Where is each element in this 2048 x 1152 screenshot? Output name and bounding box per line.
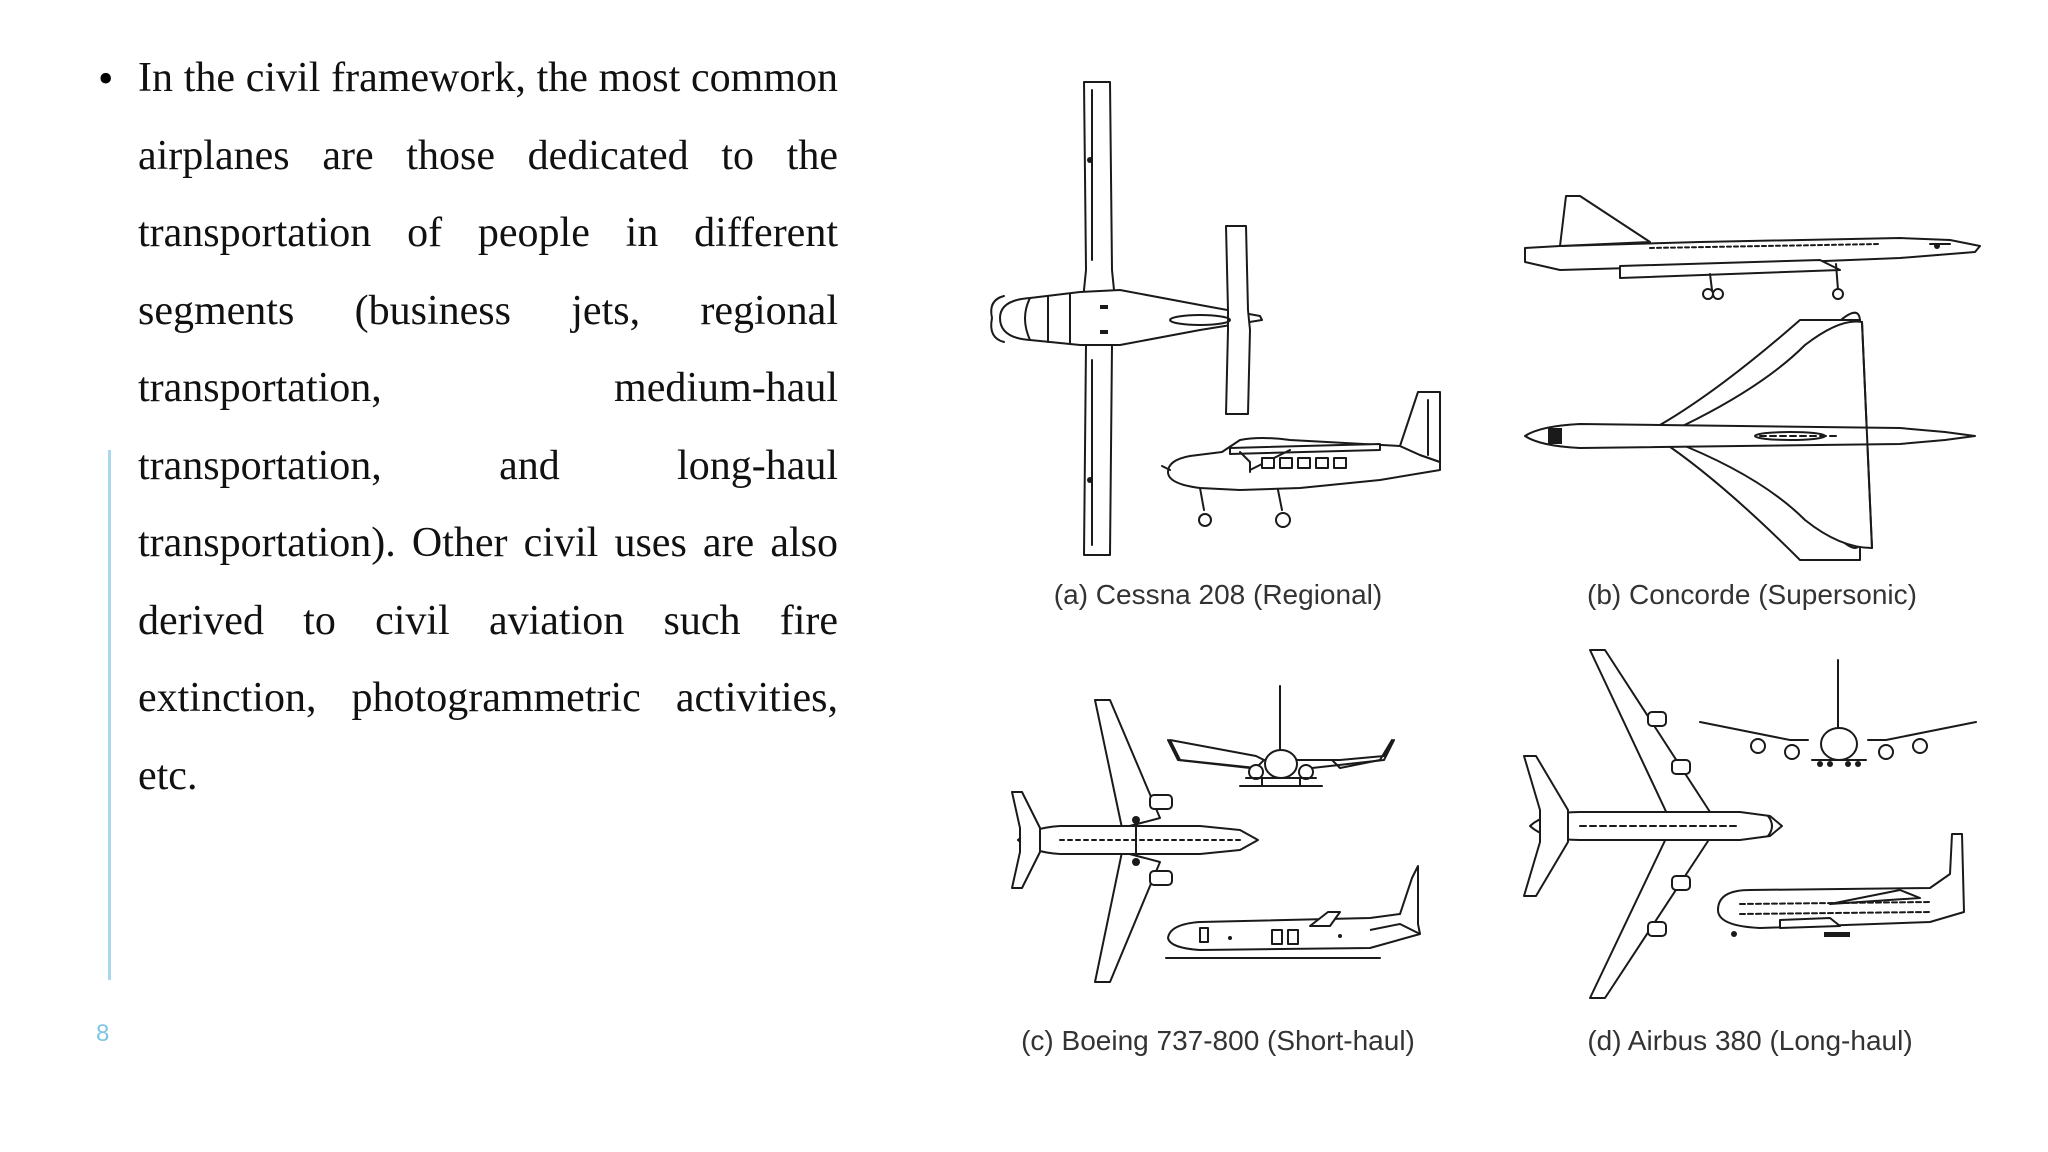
caption-cessna: (a) Cessna 208 (Regional) [1053,579,1383,610]
cessna-side-view [1162,392,1440,527]
caption-concorde: (b) Concorde (Supersonic) [1587,579,1917,610]
boeing-side-view [1166,866,1420,958]
bullet-marker: • [98,54,114,103]
airbus-top-view [1524,650,1782,998]
caption-boeing: (c) Boeing 737-800 (Short-haul) [1021,1025,1415,1056]
airbus-side-view [1718,834,1964,937]
body-text: In the civil framework, the most common airplanes are those dedicated to the transportation of people in different segments (business jets, regional transportation, medium-haul transportation, and long-haul transportation). Other civil uses are also derived to civil aviation such fire extinction, photogrammetric activities, etc. [138,55,838,799]
concorde-side-view [1525,196,1980,299]
caption-airbus: (d) Airbus 380 (Long-haul) [1587,1025,1913,1056]
airbus-front-view [1700,660,1976,767]
boeing-front-view [1168,686,1394,786]
page-number: 8 [96,1020,110,1047]
concorde-top-view [1525,313,1975,560]
